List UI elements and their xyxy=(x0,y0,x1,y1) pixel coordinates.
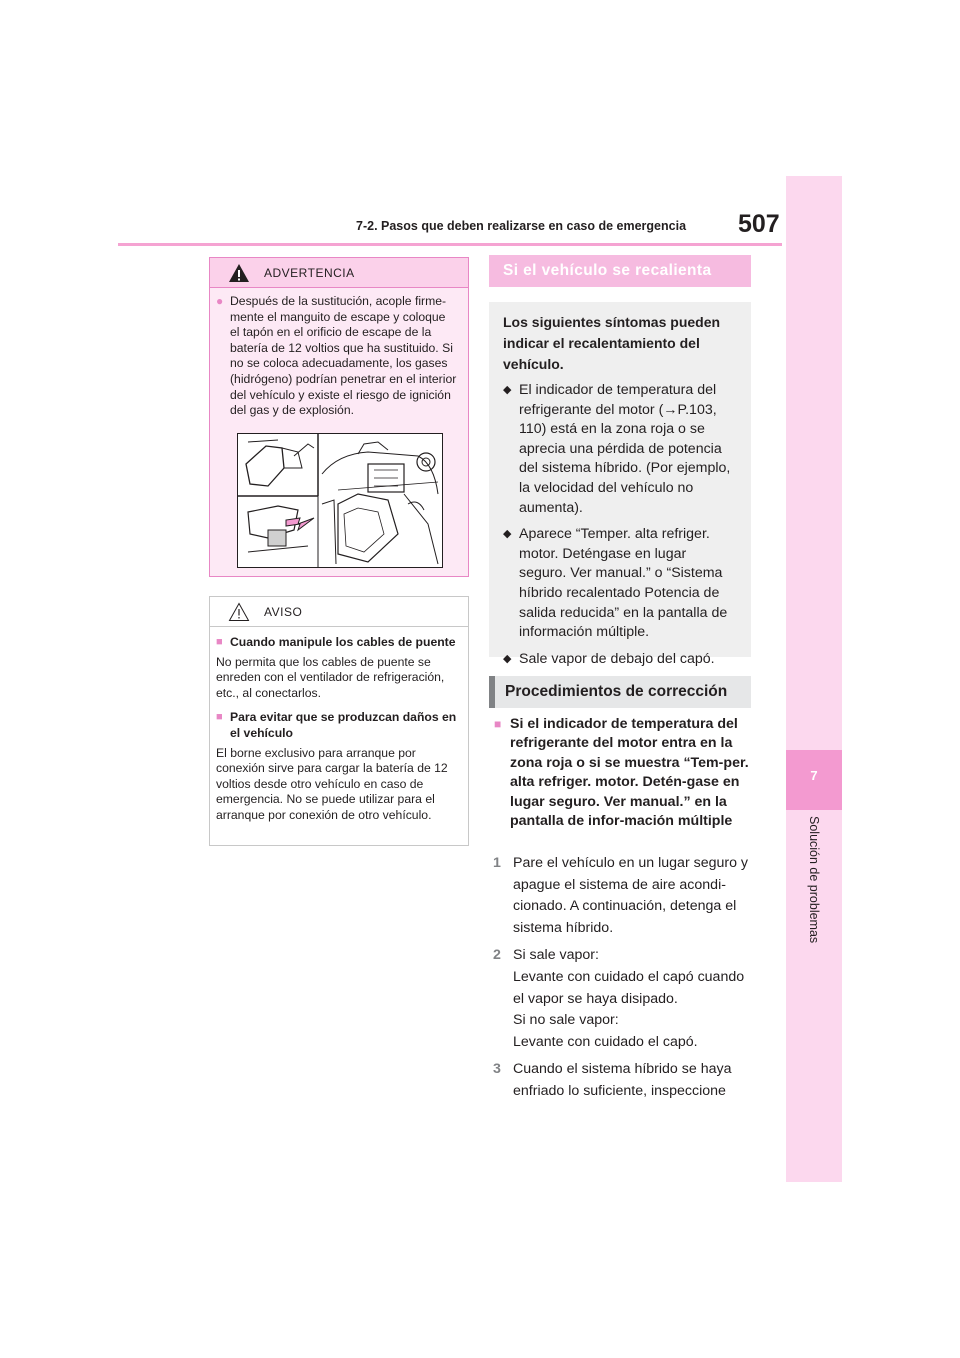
battery-vent-illustration xyxy=(237,433,443,568)
caution-triangle-icon xyxy=(228,602,250,622)
procedure-steps xyxy=(493,853,751,1109)
warning-box xyxy=(209,257,469,577)
page-number: 507 xyxy=(738,210,780,238)
warning-triangle-icon xyxy=(228,263,250,283)
symptom-item: ◆ Aparece “Temper. alta refriger. motor. Deténgase en lugar seguro. Ver manual.” o “Sistema híbrido recalentado Potencia de salida reducida” en la pantalla de información múltiple. xyxy=(503,525,737,643)
bullet-square-icon: ■ xyxy=(494,717,502,731)
bullet-circle-icon: ● xyxy=(216,294,224,308)
notice-item-text: El borne exclusivo para arranque por conexión sirve para cargar la batería de 12 voltios desde otro vehículo en caso de emergencia. No se puede utilizar para el arranque por conexión de otro vehículo. xyxy=(216,745,448,822)
symptom-item: ◆ Sale vapor de debajo del capó. xyxy=(503,650,737,670)
side-tab-chapter-number: 7 xyxy=(810,768,818,783)
notice-label: AVISO xyxy=(264,604,303,619)
notice-box xyxy=(209,596,469,846)
warning-text: Después de la sustitución, acople firme-mente el manguito de escape y coloque el tapón en el orificio de escape de la batería de 12 voltios que ha sustituido. Si no se coloca adecuadamente, los gases (hidrógeno) podrían penetrar en el interior del vehículo y existe el riesgo de ignición del gas y de explosión. xyxy=(230,294,457,418)
symptoms-box xyxy=(489,302,751,667)
notice-item-text: No permita que los cables de puente se enreden con el ventilador de refrigeración, etc., al conectarlos. xyxy=(216,654,445,700)
notice-header xyxy=(210,597,468,627)
step-number: 2 xyxy=(493,947,501,964)
symptom-item: ◆ El indicador de temperatura del refrigerante del motor (→P.103, 110) está en la zona roja o se aprecia una pérdida de potencia del sistema híbrido. (Por ejemplo, la velocidad del vehículo no aumenta). xyxy=(503,381,737,518)
notice-item-title: ■ Cuando manipule los cables de puente xyxy=(216,635,456,649)
engine-compartment-drawing xyxy=(238,434,443,568)
section-heading-overheat: Si el vehículo se recalienta xyxy=(489,255,751,287)
bullet-square-icon: ■ xyxy=(216,711,223,724)
bullet-diamond-icon: ◆ xyxy=(503,384,512,396)
section-heading-procedures: Procedimientos de corrección xyxy=(489,676,751,708)
notice-item-title: ■ Para evitar que se produzcan daños en el vehículo xyxy=(216,710,457,740)
bullet-diamond-icon: ◆ xyxy=(503,528,512,541)
procedure-step xyxy=(493,1059,751,1102)
warning-header xyxy=(210,258,468,288)
step-text: Cuando el sistema híbrido se haya enfriado lo suficiente, inspeccione xyxy=(513,1061,732,1099)
procedure-subheading: ■ Si el indicador de temperatura del refrigerante del motor entra en la zona roja o si se muestra “Tem-per. alta refriger. motor. Detén-gase en lugar seguro. Ver manual.” en la pantalla de infor-mación múltiple xyxy=(494,715,750,831)
side-tab-label xyxy=(804,816,824,966)
header-title: 7-2. Pasos que deben realizarse en caso de emergencia xyxy=(356,219,687,233)
warning-item xyxy=(216,294,458,419)
symptoms-intro: Los siguientes síntomas pueden indicar el recalentamiento del vehículo. xyxy=(503,314,721,372)
procedure-step xyxy=(493,853,751,939)
procedure-step xyxy=(493,945,751,1053)
bullet-diamond-icon: ◆ xyxy=(503,652,512,665)
side-tab-band xyxy=(786,176,842,1182)
header-rule xyxy=(118,243,782,246)
step-number: 1 xyxy=(493,855,501,871)
side-tab-chapter-title: Solución de problemas xyxy=(807,816,821,944)
bullet-square-icon: ■ xyxy=(216,636,223,648)
step-text: Si sale vapor: Levante con cuidado el capó cuando el vapor se haya disipado. Si no sale vapor: Levante con cuidado el capó. xyxy=(513,947,745,1050)
step-text: Pare el vehículo en un lugar seguro y apague el sistema de aire acondi-cionado. A continuación, detenga el sistema híbrido. xyxy=(513,855,749,936)
step-number: 3 xyxy=(493,1061,501,1078)
warning-label: ADVERTENCIA xyxy=(264,265,355,280)
